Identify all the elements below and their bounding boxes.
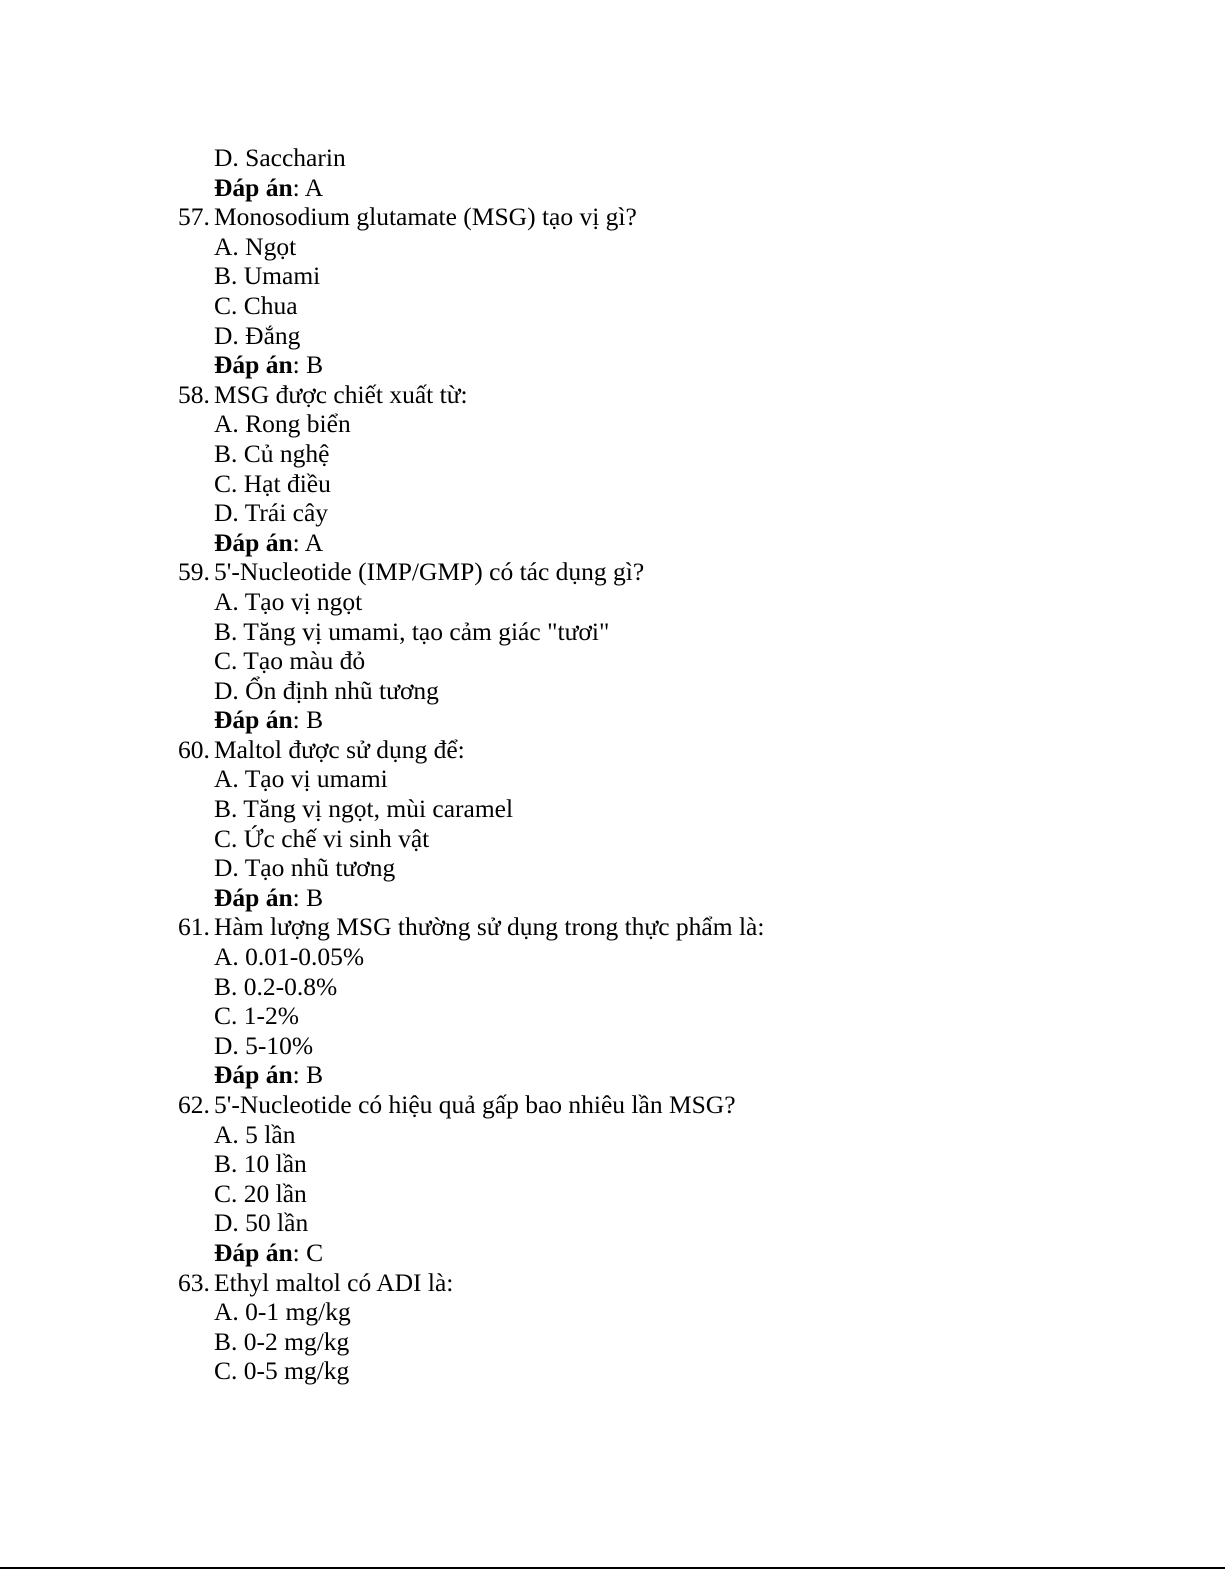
question-line — [178, 202, 1138, 232]
question-number: 62. — [178, 1090, 210, 1119]
answer-line — [178, 350, 1138, 380]
question-block — [178, 912, 1138, 1090]
option-line: D. Saccharin — [214, 143, 346, 172]
answer-line — [178, 528, 1138, 558]
answer-separator: : — [292, 527, 305, 557]
document-page — [178, 143, 1138, 1386]
answer-label: Đáp án — [214, 1060, 293, 1090]
question-block — [178, 380, 1138, 558]
question-block — [178, 202, 1138, 380]
page-bottom-rule — [0, 1567, 1225, 1569]
question-text: 5'-Nucleotide (IMP/GMP) có tác dụng gì? — [214, 557, 645, 587]
option-line: B. 0-2 mg/kg — [214, 1326, 350, 1356]
question-continued — [178, 143, 1138, 202]
option-line: D. Ổn định nhũ tương — [214, 675, 439, 705]
answer-separator: : — [292, 1237, 307, 1267]
answer-separator: : — [292, 882, 307, 912]
option-line: B. Tăng vị ngọt, mùi caramel — [214, 794, 514, 824]
answer-separator: : — [292, 705, 307, 735]
answer-label: Đáp án — [214, 882, 293, 912]
option-line: D. Tạo nhũ tương — [214, 853, 396, 883]
question-text: 5'-Nucleotide có hiệu quả gấp bao nhiêu lần MSG? — [214, 1090, 736, 1119]
answer-value: B — [306, 1060, 324, 1090]
answer-value: B — [306, 882, 324, 912]
question-line — [178, 1268, 1138, 1298]
answer-separator: : — [292, 350, 307, 380]
question-text: MSG được chiết xuất từ: — [214, 379, 468, 409]
answer-line — [178, 1238, 1138, 1268]
question-text: Ethyl maltol có ADI là: — [214, 1267, 454, 1297]
question-block — [178, 1090, 1138, 1268]
answer-separator: : — [292, 172, 305, 202]
option-line: C. Tạo màu đỏ — [214, 646, 366, 676]
option-line: A. Tạo vị ngọt — [214, 586, 363, 616]
answer-value: B — [306, 350, 324, 380]
option-line: A. Ngọt — [214, 231, 297, 261]
option-line: C. Ức chế vi sinh vật — [214, 823, 430, 853]
question-line — [178, 1090, 1138, 1120]
answer-label: Đáp án — [214, 350, 293, 380]
answer-separator: : — [292, 1060, 307, 1090]
answer-label: Đáp án — [214, 705, 293, 735]
answer-value: A — [304, 172, 324, 202]
answer-label: Đáp án — [214, 1237, 293, 1267]
question-number: 61. — [178, 912, 210, 942]
option-line: A. Rong biển — [214, 409, 351, 439]
question-number: 59. — [178, 557, 210, 587]
option-line: B. Umami — [214, 261, 321, 291]
question-number: 63. — [178, 1267, 210, 1297]
question-number: 60. — [178, 734, 210, 764]
option-line: B. 0.2-0.8% — [214, 971, 338, 1001]
question-block — [178, 557, 1138, 735]
answer-value: A — [304, 527, 324, 557]
question-text: Hàm lượng MSG thường sử dụng trong thực phẩm là: — [214, 912, 765, 942]
option-line: A. 0-1 mg/kg — [214, 1297, 351, 1327]
question-text: Maltol được sử dụng để: — [214, 734, 465, 764]
option-line: B. Tăng vị umami, tạo cảm giác "tươi" — [214, 616, 610, 646]
question-number: 57. — [178, 202, 210, 232]
option-line: D. Trái cây — [214, 498, 329, 528]
question-line — [178, 557, 1138, 587]
option-line: C. 0-5 mg/kg — [214, 1356, 350, 1386]
question-text: Monosodium glutamate (MSG) tạo vị gì? — [214, 202, 637, 232]
option-line: C. 20 lần — [214, 1178, 307, 1208]
question-block — [178, 735, 1138, 913]
option-line: D. Đắng — [214, 320, 301, 350]
question-line — [178, 380, 1138, 410]
answer-value: B — [306, 705, 324, 735]
option-line: A. Tạo vị umami — [214, 764, 388, 794]
answer-label: Đáp án — [214, 172, 293, 202]
answer-line — [178, 883, 1138, 913]
option-line: A. 5 lần — [214, 1119, 296, 1149]
option-line: D. 5-10% — [214, 1030, 314, 1060]
option-line: D. 50 lần — [214, 1208, 309, 1238]
option-line: C. Hạt điều — [214, 468, 331, 498]
option-line: B. Củ nghệ — [214, 438, 330, 468]
question-number: 58. — [178, 379, 210, 409]
option-line: B. 10 lần — [214, 1149, 307, 1179]
answer-label: Đáp án — [214, 527, 293, 557]
question-line — [178, 912, 1138, 942]
option-line: C. Chua — [214, 290, 298, 320]
answer-value: C — [306, 1237, 324, 1267]
option-line: C. 1-2% — [214, 1001, 299, 1031]
answer-line — [178, 1060, 1138, 1090]
answer-line — [178, 705, 1138, 735]
question-block — [178, 1268, 1138, 1386]
option-line: A. 0.01-0.05% — [214, 942, 365, 972]
answer-line — [178, 173, 1138, 203]
question-line — [178, 735, 1138, 765]
